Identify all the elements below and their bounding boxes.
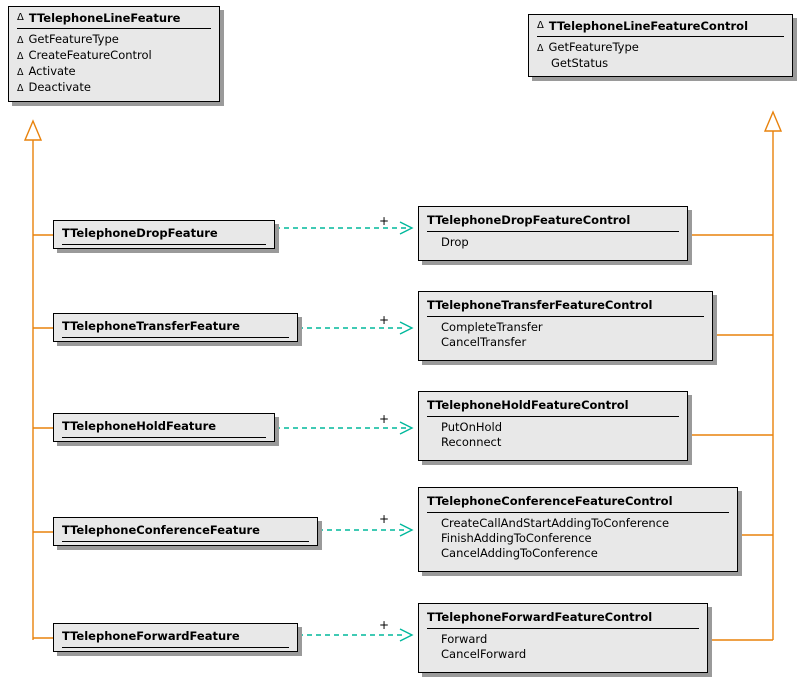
class-member xyxy=(427,531,729,546)
virtual-mark-icon: Δ xyxy=(17,83,24,94)
class-name: TTelephoneForwardFeatureControl xyxy=(427,610,653,624)
class-box-hold-feature-control[interactable] xyxy=(418,391,688,461)
virtual-mark-icon: Δ xyxy=(17,35,24,46)
member-list xyxy=(419,417,687,460)
member-label: FinishAddingToConference xyxy=(441,531,592,545)
inheritance-triangle-left xyxy=(25,121,41,140)
class-title xyxy=(54,221,274,244)
class-title xyxy=(54,624,297,647)
class-title xyxy=(419,392,687,416)
class-member xyxy=(17,80,211,96)
class-name: TTelephoneForwardFeature xyxy=(62,629,240,643)
class-title xyxy=(419,207,687,231)
class-title xyxy=(529,15,792,36)
member-label: GetStatus xyxy=(551,56,609,70)
inheritance-triangle-right xyxy=(765,112,781,131)
member-label: CreateFeatureControl xyxy=(28,48,152,62)
class-member xyxy=(17,48,211,64)
member-label: GetFeatureType xyxy=(28,32,119,46)
class-member xyxy=(17,32,211,48)
association-plus-label: + xyxy=(379,214,390,228)
class-member xyxy=(427,420,679,435)
class-member xyxy=(427,435,679,450)
member-list xyxy=(9,29,219,101)
member-label: CreateCallAndStartAddingToConference xyxy=(441,516,670,530)
member-label: CancelForward xyxy=(441,647,527,661)
class-box-transfer-feature[interactable] xyxy=(53,313,298,342)
class-box-conference-feature-control[interactable] xyxy=(418,487,738,572)
class-box-drop-feature[interactable] xyxy=(53,220,275,249)
member-label: Reconnect xyxy=(441,435,502,449)
class-member xyxy=(427,632,699,647)
member-label: Deactivate xyxy=(28,80,91,94)
class-title xyxy=(54,414,274,437)
class-member xyxy=(427,516,729,531)
class-box-line-feature[interactable] xyxy=(8,6,220,102)
member-list xyxy=(419,317,712,360)
member-label: CompleteTransfer xyxy=(441,320,543,334)
member-label: PutOnHold xyxy=(441,420,503,434)
member-label: Drop xyxy=(441,235,469,249)
class-box-conference-feature[interactable] xyxy=(53,517,318,546)
class-box-hold-feature[interactable] xyxy=(53,413,275,442)
class-box-transfer-feature-control[interactable] xyxy=(418,291,713,361)
member-label: CancelAddingToConference xyxy=(441,546,598,560)
class-name: TTelephoneTransferFeature xyxy=(62,319,240,333)
class-member xyxy=(17,64,211,80)
class-name: TTelephoneHoldFeatureControl xyxy=(427,398,629,412)
class-name: TTelephoneDropFeatureControl xyxy=(427,213,631,227)
virtual-mark-icon: Δ xyxy=(17,51,24,62)
member-list xyxy=(419,629,707,672)
member-list xyxy=(419,232,687,260)
member-label: CancelTransfer xyxy=(441,335,527,349)
class-title xyxy=(9,7,219,28)
association-plus-label: + xyxy=(379,313,390,327)
member-list xyxy=(529,37,792,76)
class-name: TTelephoneConferenceFeature xyxy=(62,523,260,537)
class-name: TTelephoneLineFeatureControl xyxy=(548,19,749,33)
class-member xyxy=(427,335,704,350)
class-name: TTelephoneDropFeature xyxy=(62,226,218,240)
class-box-forward-feature-control[interactable] xyxy=(418,603,708,673)
class-title xyxy=(419,488,737,512)
class-member xyxy=(427,320,704,335)
class-title xyxy=(54,314,297,337)
association-plus-label: + xyxy=(379,618,390,632)
class-box-drop-feature-control[interactable] xyxy=(418,206,688,261)
class-member xyxy=(427,647,699,662)
class-title xyxy=(419,604,707,628)
association-plus-label: + xyxy=(379,412,390,426)
class-name: TTelephoneTransferFeatureControl xyxy=(427,298,653,312)
member-label: Forward xyxy=(441,632,488,646)
member-label: GetFeatureType xyxy=(548,40,639,54)
member-list xyxy=(419,513,737,571)
class-title xyxy=(419,292,712,316)
class-title xyxy=(54,518,317,541)
class-box-forward-feature[interactable] xyxy=(53,623,298,652)
association-plus-label: + xyxy=(379,512,390,526)
class-member xyxy=(537,56,784,71)
class-member xyxy=(537,40,784,56)
class-member xyxy=(427,546,729,561)
class-member xyxy=(427,235,679,250)
virtual-mark-icon: Δ xyxy=(17,67,24,78)
class-name: TTelephoneLineFeature xyxy=(28,11,181,25)
class-box-line-feature-control[interactable] xyxy=(528,14,793,77)
member-label: Activate xyxy=(28,64,76,78)
virtual-mark-icon: Δ xyxy=(537,43,544,54)
class-name: TTelephoneHoldFeature xyxy=(62,419,217,433)
class-name: TTelephoneConferenceFeatureControl xyxy=(427,494,673,508)
virtual-mark-icon: Δ xyxy=(537,20,544,31)
virtual-mark-icon: Δ xyxy=(17,12,24,23)
